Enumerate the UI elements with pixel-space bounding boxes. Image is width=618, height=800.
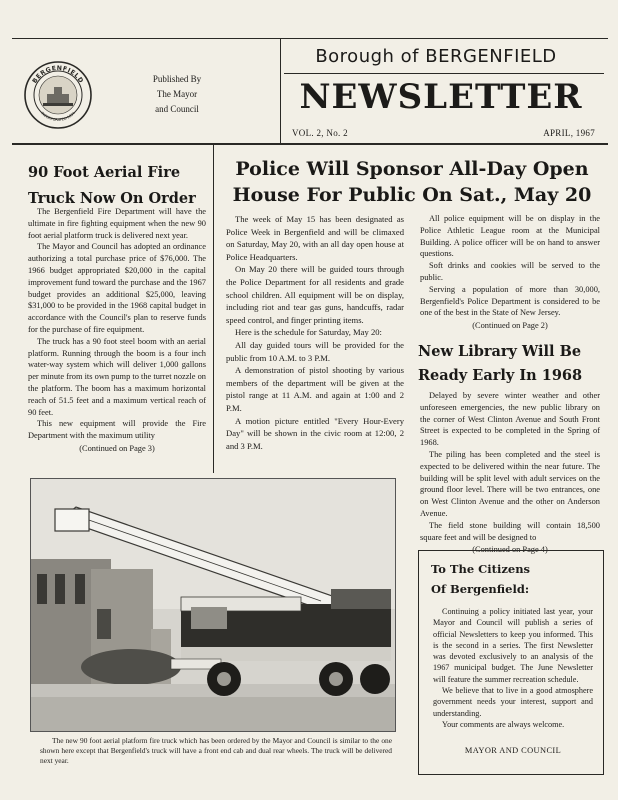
- seal-top-text: BERGENFIELD: [31, 64, 85, 85]
- masthead-divider: [280, 38, 281, 143]
- citizens-title-line: Of Bergenfield:: [431, 582, 530, 596]
- message-paragraph: Continuing a policy initiated last year, your Mayor and Council will publish a series of official Newsletters to keep you informed. This is the second in a series. The first Newsletter was devoted exclusively to an analysis of the 1967 municipal budget. The June Newsletter will feature the summer recreation schedule.: [433, 607, 593, 684]
- article-paragraph: Delayed by severe winter weather and other unforeseen emergencies, the new public library on the corner of West Clinton Avenue and South Front Street is expected to be completed in the Spring of 1968.: [420, 391, 600, 448]
- publisher-note: [122, 72, 232, 117]
- issue-date: APRIL, 1967: [543, 128, 595, 138]
- publisher-line: and Council: [155, 104, 199, 114]
- seal-bottom-text: INCORPORATED 1894: [39, 111, 76, 123]
- article-paragraph: Serving a population of more than 30,000, Bergenfield's Police Department is considered to be one of the best in the State of New Jersey.: [420, 284, 600, 318]
- article-paragraph: The piling has been completed and the steel is expected to be delivered within the near future. The building will be split level with adult services on the ground floor level. There will be two entrances, one on West Clinton Avenue and the other on Anderson Avenue.: [420, 449, 600, 518]
- volume-number: VOL. 2, No. 2: [292, 128, 348, 138]
- newsletter-title: NEWSLETTER: [299, 77, 583, 117]
- masthead-inner-rule: [284, 73, 604, 74]
- publisher-line: The Mayor: [156, 89, 198, 99]
- library-article: [420, 390, 600, 555]
- article-paragraph: All day guided tours will be provided for the public from 10 A.M. to 3 P.M.: [226, 339, 404, 363]
- article-paragraph: A demonstration of pistol shooting by various members of the department will be given at the pistol range at 11 A.M. and again at 1:00 and 2 P.M.: [226, 365, 404, 413]
- masthead-top-rule: [12, 38, 608, 39]
- citizens-message-box: [418, 550, 604, 775]
- article-paragraph: The truck has a 90 foot steel boom with an aerial platform. Running through the boom is a four inch water-way system which will deliver 1,000 gallons per minute from its own pump to the turret nozzle on the platform. The boom has a maximum horizontal reach of 51.5 feet and a maximum vertical reach of 90 feet.: [28, 336, 206, 417]
- continued-note: (Continued on Page 3): [79, 443, 155, 453]
- fire-truck-photo: [30, 478, 396, 732]
- article-paragraph: The field stone building will contain 18,500 square feet and will be designed to: [420, 520, 600, 542]
- police-headline: Police Will Sponsor All-Day Open House For Public On Sat., May 20: [232, 158, 592, 206]
- police-article-col2: [420, 213, 600, 331]
- article-paragraph: Soft drinks and cookies will be served to the public.: [420, 261, 600, 282]
- continued-note: (Continued on Page 2): [472, 321, 548, 331]
- article-paragraph: All police equipment will be on display in the Police Athletic League room at the Municipal Building. A police officer will be on hand to answer questions.: [420, 214, 600, 259]
- message-paragraph: We believe that to live in a good atmosphere government needs your interest, support and understanding.: [433, 686, 593, 718]
- article-paragraph: This new equipment will provide the Fire Department with the maximum utility: [28, 419, 206, 441]
- article-paragraph: The week of May 15 has been designated as Police Week in Bergenfield and will be climaxed on Saturday, May 20, with an all day open house at Police Headquarters.: [226, 214, 404, 262]
- citizens-message: [433, 606, 593, 730]
- fire-truck-article: [28, 206, 206, 466]
- citizens-signature: MAYOR AND COUNCIL: [464, 746, 562, 755]
- library-headline: New Library Will Be Ready Early In 1968: [418, 343, 583, 384]
- fire-truck-illustration: [31, 479, 395, 731]
- article-paragraph: The Mayor and Council has adopted an ordinance authorizing a total purchase price of $76,000. The 1966 budget appropriated $20,000 in the capital improvement fund toward the purchase and the 1967 budget provides an additional $25,000, leaving $31,000 to be provided in the 1968 capital budget in accordance with the Council's plan to reserve funds for the purchase of fire equipment.: [28, 242, 206, 334]
- borough-name: Borough of BERGENFIELD: [315, 46, 557, 67]
- citizens-title-line: To The Citizens: [431, 562, 531, 576]
- police-article-col1: [226, 213, 404, 471]
- message-paragraph: Your comments are always welcome.: [442, 719, 565, 729]
- article-paragraph: On May 20 there will be guided tours through the Police Department for all residents and grade school children. All equipment will be on display, including riot and tear gas guns, handcuffs, radar speed control, and finger printing items.: [226, 264, 404, 325]
- photo-caption: The new 90 foot aerial platform fire truck which has been ordered by the Mayor and Council is similar to the one shown here except that Bergenfield's truck will have a front end cab and dual rear wheels. The truck will be delivered next year.: [40, 736, 392, 765]
- citizens-title: [431, 559, 599, 599]
- publisher-line: Published By: [152, 74, 202, 84]
- fire-truck-headline: 90 Foot Aerial Fire Truck Now On Order: [28, 164, 196, 207]
- article-paragraph: Here is the schedule for Saturday, May 20:: [235, 327, 382, 338]
- article-paragraph: A motion picture entitled "Every Hour-Every Day" will be shown in the civic room at 12:00, 2 and 3 P.M.: [226, 415, 404, 451]
- column-divider: [213, 143, 214, 473]
- masthead-bottom-rule: [12, 143, 608, 145]
- borough-seal-icon: [23, 60, 93, 130]
- article-paragraph: The Bergenfield Fire Department will have the ultimate in fire fighting equipment when the new 90 foot aerial platform truck is delivered next year.: [28, 207, 206, 240]
- continued-note: (Continued on Page 4): [472, 545, 548, 555]
